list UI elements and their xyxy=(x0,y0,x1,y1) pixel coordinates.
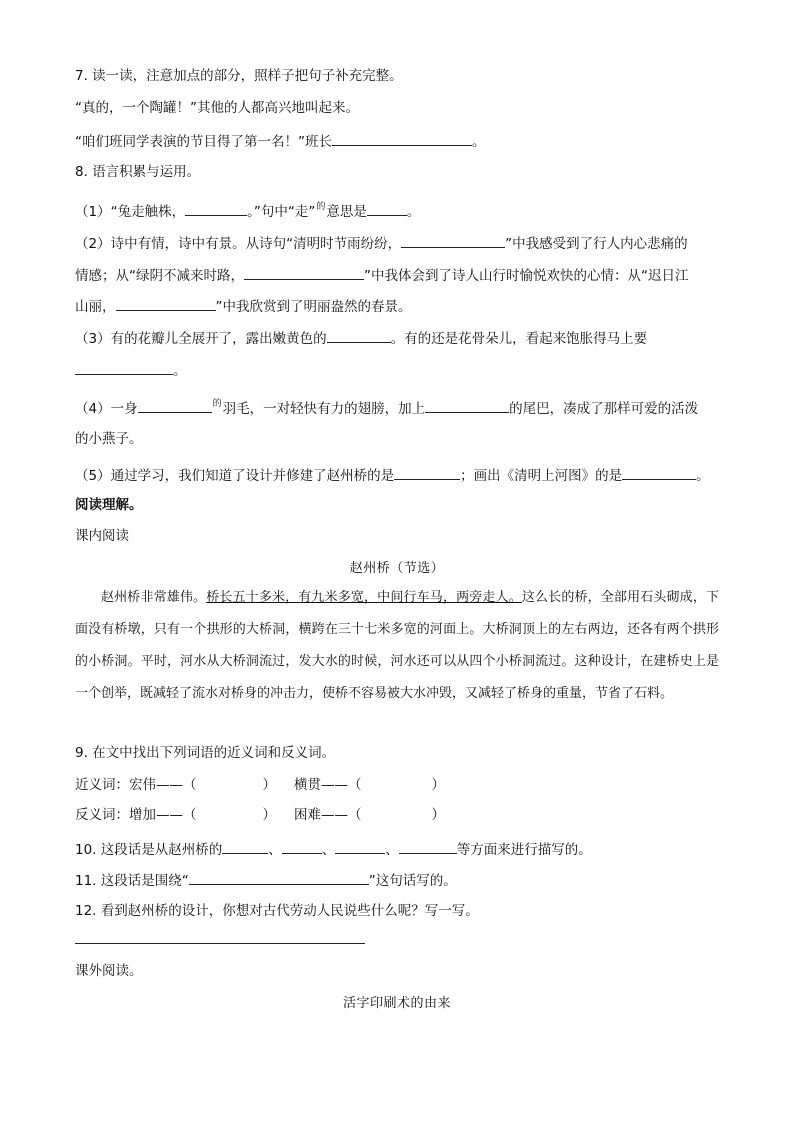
q8-p4-blank-2[interactable] xyxy=(425,398,509,413)
q8-p2-blank-2[interactable] xyxy=(244,265,364,280)
q8-p2-text-c: 情感；从“绿阴不减来时路， xyxy=(75,268,244,284)
q8-part3-line1 xyxy=(75,328,647,348)
q8-p1-text-c: 意思是 xyxy=(326,204,367,220)
q10-sep-3: 、 xyxy=(385,842,399,858)
q10-blank-2[interactable] xyxy=(282,839,322,854)
q8-p5-blank-1[interactable] xyxy=(394,465,460,480)
q12-title: 12. 看到赵州桥的设计，你想对古代劳动人民说些什么呢？写一写。 xyxy=(75,903,479,919)
out-class-reading-label: 课外阅读。 xyxy=(75,963,143,979)
q9-synonyms-row xyxy=(75,776,445,794)
q8-p4-text-a: （4）一身 xyxy=(75,401,138,417)
q8-p1-blank-1[interactable] xyxy=(185,201,247,216)
q8-part4-line2: 的小燕子。 xyxy=(75,431,143,447)
q11-text-b: ”这句话写的。 xyxy=(368,873,457,889)
q12-answer-line[interactable] xyxy=(75,943,365,944)
q10-sep-2: 、 xyxy=(321,842,336,858)
q8-p5-blank-2[interactable] xyxy=(622,465,696,480)
q9-ant2-prompt: 困难——（ xyxy=(294,807,362,823)
q9-syn1-close: ） xyxy=(262,777,276,793)
q8-p2-blank-3[interactable] xyxy=(116,296,216,311)
passage-sentence-rest: 这么长的桥，全部用石头砌成，下面没有桥墩，只有一个拱形的大桥洞，横跨在三十七米多宽的河面上。大桥洞顶上的左右两边，还各有两个拱形的小桥洞。平时，河水从大桥洞流过，发大水的时候，河水还可以从四个小桥洞流过。这种设计，在建桥史上是一个创举，既减轻了流水对桥身的冲击力，使桥不容易被大水冲毁，又减轻了桥身的重量，节省了石料。 xyxy=(75,590,719,701)
q8-part2-line2 xyxy=(75,265,689,285)
reading-heading: 阅读理解。 xyxy=(75,497,143,513)
q9-ant1-close: ） xyxy=(262,807,276,823)
passage-paragraph xyxy=(75,582,719,710)
q8-part5 xyxy=(75,465,710,485)
q8-part1 xyxy=(75,201,420,223)
q8-p2-text-e: 山丽， xyxy=(75,299,116,315)
q7-example: “真的，一个陶罐！”其他的人都高兴地叫起来。 xyxy=(75,100,359,116)
q10-sep-1: 、 xyxy=(268,842,282,858)
q9-antonyms-row xyxy=(75,806,445,824)
q7-title: 7. 读一读，注意加点的部分，照样子把句子补充完整。 xyxy=(75,68,403,84)
q9-syn1-prompt: 宏伟——（ xyxy=(129,777,197,793)
q8-p5-text-a: （5）通过学习，我们知道了设计并修建了赵州桥的是 xyxy=(75,468,395,484)
q9-syn-label: 近义词： xyxy=(75,777,129,793)
q8-p2-blank-1[interactable] xyxy=(401,233,505,248)
q8-p4-blank-1[interactable] xyxy=(138,398,212,413)
passage-body xyxy=(75,582,719,710)
q10-blank-1[interactable] xyxy=(222,839,268,854)
passage2-title: 活字印刷术的由来 xyxy=(342,996,451,1011)
q8-p2-text-a: （2）诗中有情，诗中有景。从诗句“清明时节雨纷纷， xyxy=(75,236,402,252)
q8-p1-de: 的 xyxy=(316,202,326,212)
q8-p3-text-c: 。 xyxy=(173,363,187,379)
q9-title: 9. 在文中找出下列词语的近义词和反义词。 xyxy=(75,745,336,761)
q7-prompt xyxy=(75,131,486,151)
q9-syn2-prompt: 横贯——（ xyxy=(294,777,362,793)
q7-prompt-end: 。 xyxy=(472,134,486,150)
q8-part2-line3 xyxy=(75,296,412,316)
q8-part3-line2 xyxy=(75,360,187,380)
q8-p2-text-f: ”中我欣赏到了明丽盎然的春景。 xyxy=(215,299,412,315)
q8-p3-text-a: （3）有的花瓣儿全展开了，露出嫩黄色的 xyxy=(75,331,327,347)
q8-p1-text-a: （1）“兔走触株， xyxy=(75,204,186,220)
q8-title: 8. 语言积累与运用。 xyxy=(75,164,201,180)
q8-p2-text-b: ”中我感受到了行人内心悲痛的 xyxy=(505,236,688,252)
q10 xyxy=(75,839,592,859)
passage-sentence-1: 赵州桥非常雄伟。 xyxy=(101,590,207,605)
q8-p4-text-c: 的尾巴，凑成了那样可爱的活泼 xyxy=(509,401,699,417)
q10-blank-4[interactable] xyxy=(399,839,457,854)
q8-p5-text-c: 。 xyxy=(696,468,710,484)
q8-p1-text-b: 。”句中“走” xyxy=(247,204,316,220)
q7-prompt-text: “咱们班同学表演的节目得了第一名！”班长 xyxy=(75,134,332,150)
q9-ant1-prompt: 增加——（ xyxy=(129,807,197,823)
q7-answer-blank[interactable] xyxy=(332,131,472,146)
q9-ant2-close: ） xyxy=(431,807,445,823)
q10-text-a: 10. 这段话是从赵州桥的 xyxy=(75,842,223,858)
q8-p1-text-d: 。 xyxy=(406,204,421,220)
q9-ant-label: 反义词： xyxy=(75,807,129,823)
q8-p3-blank-1[interactable] xyxy=(327,328,391,343)
q8-p3-blank-2[interactable] xyxy=(75,360,173,375)
q11-text-a: 11. 这段话是围绕“ xyxy=(75,873,189,889)
in-class-reading-label: 课内阅读 xyxy=(75,528,129,544)
q8-p5-text-b: ；画出《清明上河图》的是 xyxy=(460,468,623,484)
q9-syn2-close: ） xyxy=(431,777,445,793)
q8-p4-de: 的 xyxy=(212,399,222,409)
q8-p2-text-d: ”中我体会到了诗人山行时愉悦欢快的心情：从“迟日江 xyxy=(364,268,689,284)
q8-p3-text-b: 。有的还是花骨朵儿，看起来饱胀得马上要 xyxy=(390,331,648,347)
q10-blank-3[interactable] xyxy=(335,839,385,854)
passage-underlined-sentence: 桥长五十多米，有九米多宽，中间行车马，两旁走人。 xyxy=(206,590,522,605)
q8-p1-blank-2[interactable] xyxy=(367,201,407,216)
q8-part4-line1 xyxy=(75,398,698,420)
passage-title: 赵州桥（节选） xyxy=(349,561,445,576)
q11-blank[interactable] xyxy=(189,870,369,885)
q10-text-b: 等方面来进行描写的。 xyxy=(456,842,592,858)
q8-part2-line1 xyxy=(75,233,688,253)
q11 xyxy=(75,870,457,890)
q8-p4-text-b: 羽毛，一对轻快有力的翅膀，加上 xyxy=(222,401,426,417)
